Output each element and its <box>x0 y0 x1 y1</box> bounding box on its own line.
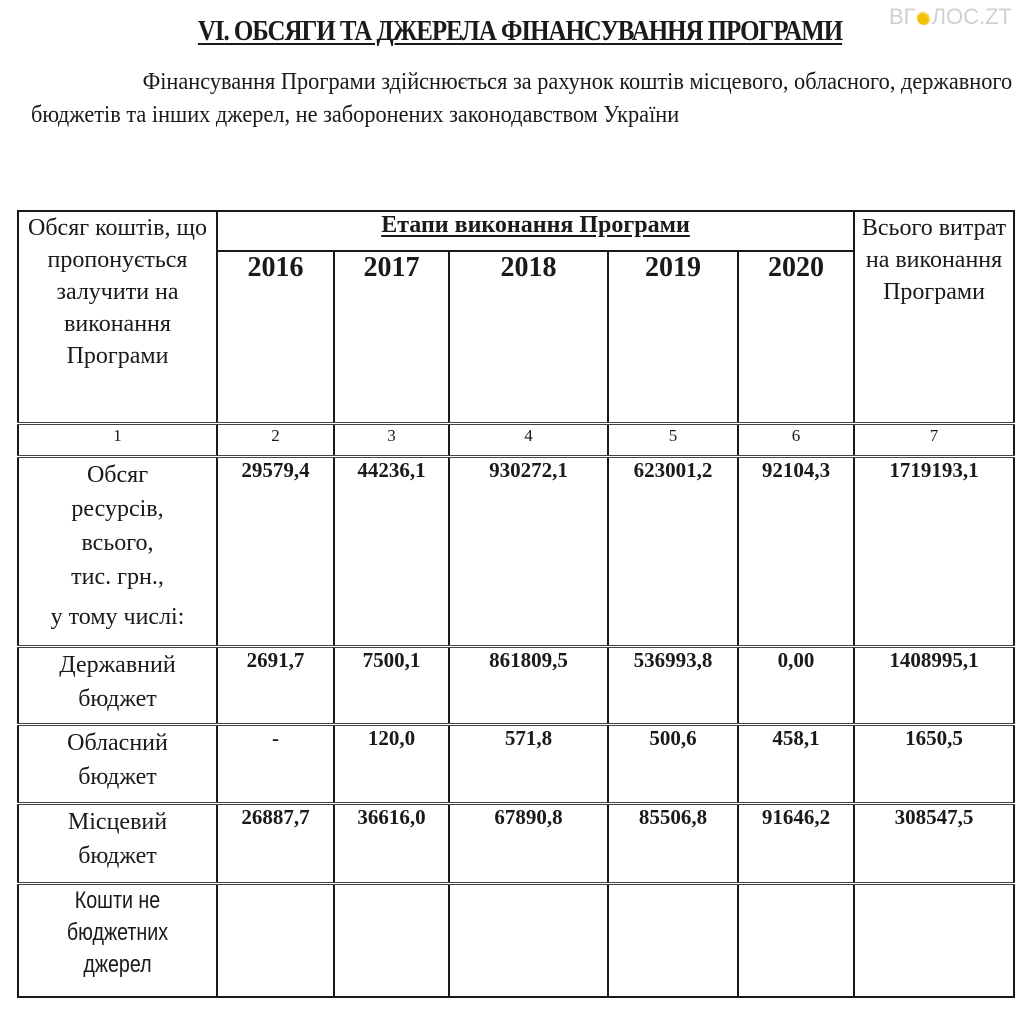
cell-value <box>608 884 738 997</box>
cell-value: 2691,7 <box>217 647 334 725</box>
cell-value: 0,00 <box>738 647 854 725</box>
year-2020: 2020 <box>738 251 854 424</box>
row-label-line: Місцевий <box>67 809 168 835</box>
intro-paragraph <box>31 66 1012 132</box>
cell-total <box>854 884 1014 997</box>
cell-value: - <box>217 725 334 804</box>
table-row-regional-budget <box>18 725 1014 804</box>
table-row-non-budget-sources <box>18 884 1014 997</box>
cell-value: 623001,2 <box>608 457 738 647</box>
cell-total: 1650,5 <box>854 725 1014 804</box>
cell-total: 1719193,1 <box>854 457 1014 647</box>
cell-total: 1408995,1 <box>854 647 1014 725</box>
cell-value: 36616,0 <box>334 804 449 884</box>
cell-value: 91646,2 <box>738 804 854 884</box>
cell-value: 500,6 <box>608 725 738 804</box>
row-label-line: бюджетних <box>66 919 169 946</box>
row-label-line: бюджет <box>78 843 157 869</box>
cell-value: 861809,5 <box>449 647 608 725</box>
row-label-line: Обсяг <box>86 462 149 488</box>
row-label-line: джерел <box>83 951 152 978</box>
cell-value <box>334 884 449 997</box>
intro-paragraph-text: Фінансування Програми здійснюється за рахунок коштів місцевого, обласного, державного бюджетів та інших джерел, не заборонених законодавством України <box>31 69 1013 128</box>
row-label-line: бюджет <box>78 764 157 790</box>
cell-value: 571,8 <box>449 725 608 804</box>
financing-table <box>17 210 1015 998</box>
table-row-state-budget <box>18 647 1014 725</box>
row-label-line: тис. грн., <box>71 564 164 590</box>
year-2019: 2019 <box>608 251 738 424</box>
column-number: 7 <box>854 424 1014 457</box>
column-number: 4 <box>449 424 608 457</box>
column-numbers-row <box>18 424 1014 457</box>
cell-value: 458,1 <box>738 725 854 804</box>
row-label-line: Обласний <box>67 730 168 756</box>
cell-value: 26887,7 <box>217 804 334 884</box>
cell-value: 67890,8 <box>449 804 608 884</box>
cell-value: 7500,1 <box>334 647 449 725</box>
column-number: 3 <box>334 424 449 457</box>
row-label-line: у тому числі: <box>50 604 185 630</box>
table-row-local-budget <box>18 804 1014 884</box>
cell-value <box>449 884 608 997</box>
header-total-col: Всього витрат на виконання Програми <box>854 211 1014 424</box>
cell-value: 85506,8 <box>608 804 738 884</box>
cell-value: 120,0 <box>334 725 449 804</box>
watermark-text-right: ЛОС.ZT <box>931 4 1012 29</box>
row-label <box>18 804 217 884</box>
row-label <box>36 884 199 997</box>
row-label-line: ресурсів, <box>71 496 164 522</box>
cell-value: 930272,1 <box>449 457 608 647</box>
column-number: 6 <box>738 424 854 457</box>
row-label-line: всього, <box>81 530 154 556</box>
cell-total: 308547,5 <box>854 804 1014 884</box>
row-label <box>18 457 217 647</box>
column-number: 1 <box>18 424 217 457</box>
row-label <box>18 647 217 725</box>
cell-value <box>217 884 334 997</box>
table-row-total-resources <box>18 457 1014 647</box>
year-2018: 2018 <box>449 251 608 424</box>
row-label-line: Державний <box>59 652 176 678</box>
column-number: 5 <box>608 424 738 457</box>
row-label-line: бюджет <box>78 686 157 712</box>
header-first-col: Обсяг коштів, що пропонується залучити на виконання Програми <box>18 211 217 424</box>
stages-title: Етапи виконання Програми <box>217 211 854 251</box>
row-label-line: Кошти не <box>74 887 161 914</box>
column-number: 2 <box>217 424 334 457</box>
header-row <box>18 211 1014 251</box>
row-label <box>18 725 217 804</box>
section-title: VI. ОБСЯГИ ТА ДЖЕРЕЛА ФІНАНСУВАННЯ ПРОГРАМИ <box>197 15 843 47</box>
cell-value: 92104,3 <box>738 457 854 647</box>
cell-value <box>738 884 854 997</box>
cell-value: 29579,4 <box>217 457 334 647</box>
year-2017: 2017 <box>334 251 449 424</box>
year-2016: 2016 <box>217 251 334 424</box>
watermark-text-left: ВГ <box>888 4 916 29</box>
cell-value: 44236,1 <box>334 457 449 647</box>
cell-value: 536993,8 <box>608 647 738 725</box>
